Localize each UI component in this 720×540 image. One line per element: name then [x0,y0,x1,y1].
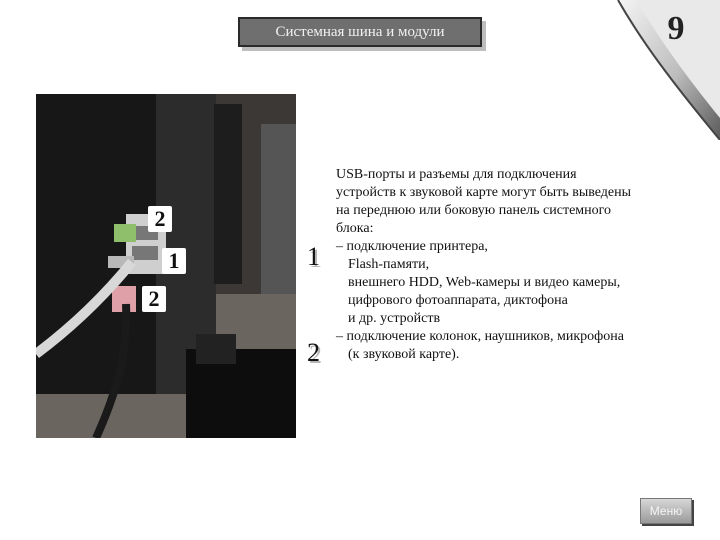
description-line: и др. устройств [348,311,441,326]
description-line: USB-порты и разъемы для подключения [336,167,577,182]
photo-label-usb: 1 [162,248,186,274]
slide-title [238,17,482,47]
description-line: внешнего HDD, Web-камеры и видео камеры, [348,275,621,290]
description-line: – подключение колонок, наушников, микрофона [336,329,624,344]
description-line: Flash-памяти, [348,257,430,272]
ports-description [336,166,706,364]
description-line: блока: [336,221,374,236]
description-line: – подключение принтера, [336,239,488,254]
photo-label-audio-top: 2 [148,206,172,232]
description-line: (к звуковой карте). [348,347,460,362]
description-line: на переднюю или боковую панель системного [336,203,612,218]
marker-audio: 2 [307,338,320,367]
description-line: цифрового фотоаппарата, диктофона [348,293,568,308]
marker-usb: 1 [307,242,320,271]
page-number: 9 [667,10,685,47]
slide-title-text: Системная шина и модули [275,24,445,40]
photo-label-audio-bottom: 2 [142,286,166,312]
menu-button[interactable]: Меню [640,498,692,524]
computer-ports-photo [36,94,296,438]
description-line: устройств к звуковой карте могут быть выведены [336,185,632,200]
